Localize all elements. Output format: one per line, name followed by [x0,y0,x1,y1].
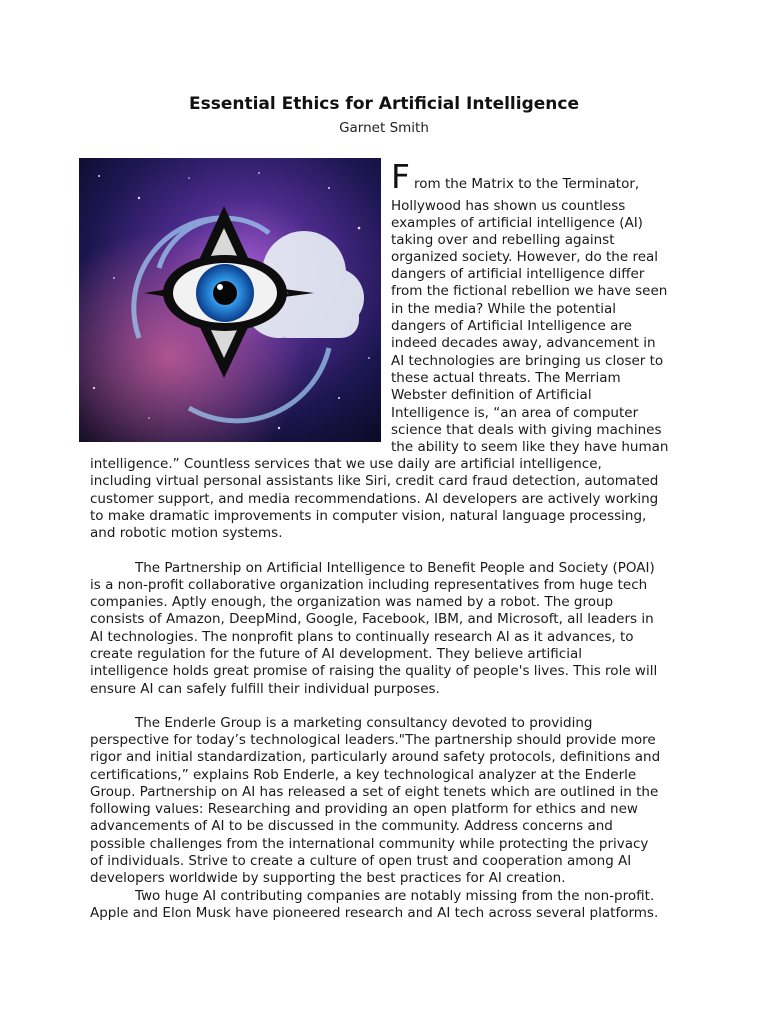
body-text-line: examples of artificial intelligence (AI) [391,215,643,231]
body-text-line: create regulation for the future of AI development. They believe artificial [90,646,582,662]
body-text-line: The Enderle Group is a marketing consultancy devoted to providing [135,715,593,731]
body-text-line: certifications,” explains Rob Enderle, a key technological analyzer at the Enderle [90,767,637,783]
body-text-line: possible challenges from the international community while protecting the privacy [90,836,649,852]
body-text-line: Group. Partnership on AI has released a set of eight tenets which are outlined in the [90,784,659,800]
body-text-line: of individuals. Strive to create a culture of open trust and cooperation among AI [90,853,632,869]
body-text-line: indeed decades away, advancement in [391,335,656,351]
article-illustration [79,158,381,442]
body-text-line: to make dramatic improvements in computer vision, natural language processing, [90,508,647,524]
body-text-line: Apple and Elon Musk have pioneered research and AI tech across several platforms. [90,905,659,921]
body-text-line: these actual threats. The Merriam [391,370,621,386]
body-text-line: following values: Researching and providing an open platform for ethics and new [90,801,638,817]
document-author: Garnet Smith [339,120,429,136]
body-text-line: in the media? While the potential [391,301,617,317]
body-text-line: Intelligence is, “an area of computer [391,405,639,421]
body-text-line: companies. Aptly enough, the organization was named by a robot. The group [90,594,614,610]
body-text-line: ensure AI can safely fulfill their individual purposes. [90,681,440,697]
body-text-line: intelligence holds great promise of raising the quality of people's lives. This role will [90,663,658,679]
drop-cap: F [391,157,410,196]
body-text-line: developers worldwide by supporting the best practices for AI creation. [90,870,566,886]
body-text-line: Hollywood has shown us countless [391,198,626,214]
body-text-line: advancements of AI to be discussed in the community. Address concerns and [90,818,613,834]
body-text-line: intelligence.” Countless services that we use daily are artificial intelligence, [90,456,602,472]
body-text-line: Two huge AI contributing companies are notably missing from the non-profit. [135,888,655,904]
body-text-line: including virtual personal assistants like Siri, credit card fraud detection, automated [90,473,659,489]
body-text-line: customer support, and media recommendations. AI developers are actively working [90,491,659,507]
body-text-line: rigor and initial standardization, particularly around safety protocols, definitions and [90,749,661,765]
body-text-line: and robotic motion systems. [90,525,283,541]
body-text-line: Webster definition of Artificial [391,387,592,403]
body-text-line: is a non-profit collaborative organization including representatives from huge tech [90,577,648,593]
body-text-line: AI technologies are bringing us closer to [391,353,664,369]
body-text-line: dangers of Artificial Intelligence are [391,318,632,334]
body-text-line: science that deals with giving machines [391,422,662,438]
body-text-line: the ability to seem like they have human [391,439,669,455]
body-text-line: from the fictional rebellion we have seen [391,283,668,299]
eye-cloud-illustration [79,158,381,442]
body-text-line: taking over and rebelling against [391,232,615,248]
body-text-line: The Partnership on Artificial Intelligence to Benefit People and Society (POAI) [135,560,655,576]
body-text-line: rom the Matrix to the Terminator, [414,176,640,192]
body-text-line: perspective for today’s technological leaders."The partnership should provide more [90,732,656,748]
body-text-line: organized society. However, do the real [391,249,659,265]
document-title: Essential Ethics for Artificial Intelligence [188,94,579,114]
body-text-line: consists of Amazon, DeepMind, Google, Facebook, IBM, and Microsoft, all leaders in [90,611,654,627]
body-text-line: dangers of artificial intelligence differ [391,266,645,282]
body-text-line: AI technologies. The nonprofit plans to continually research AI as it advances, to [90,629,634,645]
